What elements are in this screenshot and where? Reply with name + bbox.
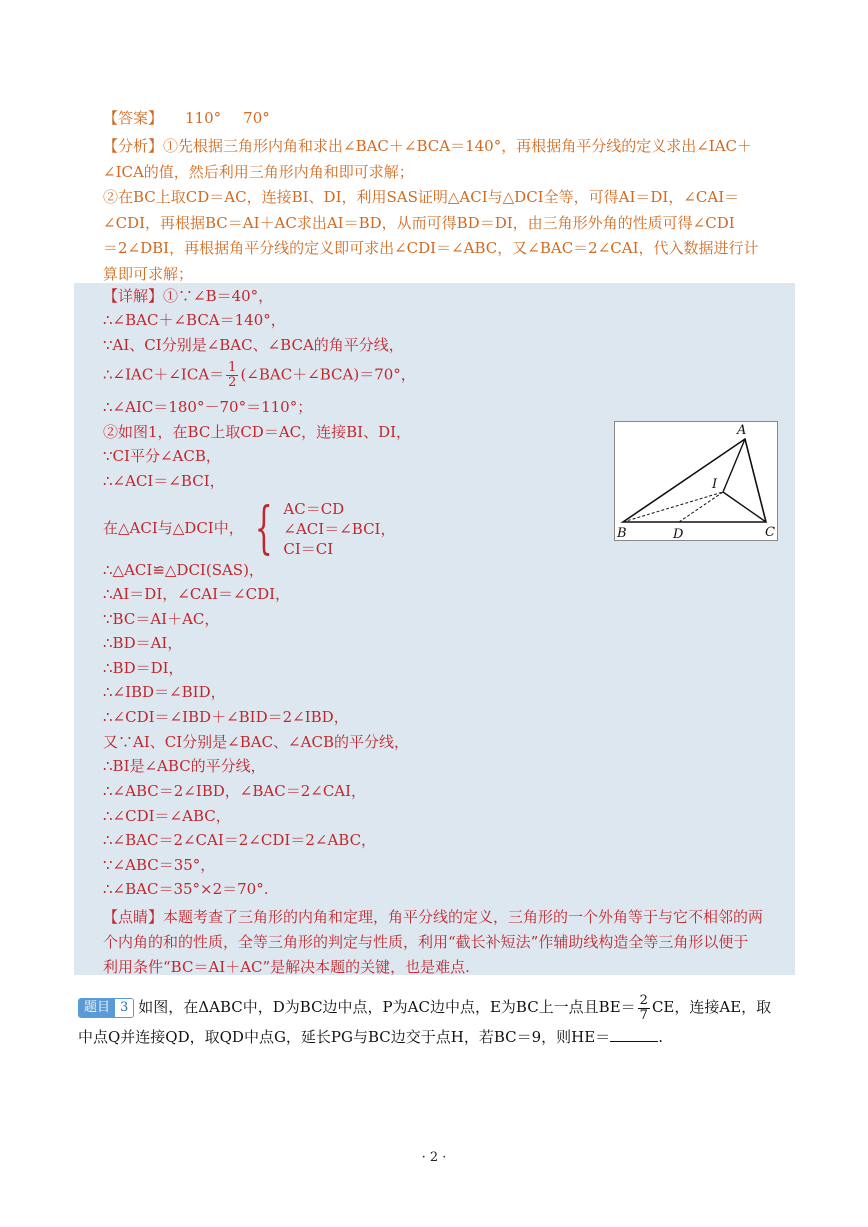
equation-system	[103, 496, 396, 561]
fraction-numerator: 1	[228, 360, 237, 375]
problem-tag-label: 题目	[79, 999, 115, 1017]
detail-line: ∴△ACI≌△DCI(SAS)，	[103, 561, 264, 579]
detail-line: ∴∠AIC＝180°－70°＝110°；	[103, 398, 313, 416]
analysis-line: 算即可求解；	[103, 264, 194, 283]
triangle-abc	[623, 439, 766, 522]
page-number: · 2 ·	[421, 1150, 447, 1165]
key-point-line: 【点睛】本题考查了三角形的内角和定理，角平分线的定义，三角形的一个外角等于与它不相邻的两	[103, 908, 764, 926]
answer-value-2: 70°	[243, 109, 270, 127]
system-prefix: 在△ACI与△DCI中，	[103, 519, 244, 537]
answer-label: 【答案】	[103, 109, 164, 127]
problem-text: CE，连接AE，取	[651, 998, 772, 1016]
problem-tag-number: 3	[115, 999, 133, 1017]
detail-line: ∵BC＝AI＋AC，	[103, 610, 220, 628]
triangle-figure	[614, 421, 778, 541]
system-eq: AC＝CD	[283, 500, 345, 518]
analysis-line: ②在BC上取CD＝AC，连接BI、DI，利用SAS证明△ACI与△DCI全等，可得AI＝DI，∠CAI＝	[103, 188, 740, 206]
fraction-numerator: 2	[639, 992, 648, 1008]
system-eq: ∠ACI＝∠BCI，	[283, 520, 396, 538]
fraction-denominator: 7	[639, 1007, 648, 1023]
problem-3	[78, 990, 793, 1054]
system-equations	[283, 499, 395, 559]
detail-line: ∴∠ACI＝∠BCI，	[103, 472, 225, 490]
detail-line: ②如图1，在BC上取CD＝AC，连接BI、DI，	[103, 423, 412, 441]
detail-line: ∴BI是∠ABC的平分线，	[103, 757, 266, 775]
detail-line: ∴∠CDI＝∠ABC，	[103, 807, 231, 825]
analysis-line: 【分析】①先根据三角形内角和求出∠BAC＋∠BCA＝140°，再根据角平分线的定义求出∠IAC＋	[103, 137, 753, 155]
point-label-d: D	[673, 527, 684, 540]
problem-tag	[78, 998, 134, 1018]
point-label-a: A	[737, 423, 747, 438]
problem-line	[78, 1020, 793, 1054]
answer-value-1: 110°	[185, 109, 222, 127]
detail-line: ∴∠BAC＝35°×2＝70°.	[103, 880, 269, 898]
answer-blank[interactable]	[610, 1027, 658, 1042]
detail-line: ∵AI、CI分别是∠BAC、∠BCA的角平分线，	[103, 336, 404, 354]
detail-line: ∴∠ABC＝2∠IBD，∠BAC＝2∠CAI，	[103, 782, 367, 800]
segment-bi	[623, 492, 723, 522]
point-label-c: C	[765, 525, 775, 540]
triangle-diagram	[615, 422, 777, 540]
fraction	[638, 994, 650, 1023]
detail-line: ∵CI平分∠ACB，	[103, 447, 221, 465]
system-eq: CI＝CI	[283, 540, 334, 558]
point-label-b: B	[617, 526, 627, 540]
detail-line: ∴∠BAC＝2∠CAI＝2∠CDI＝2∠ABC，	[103, 831, 377, 849]
problem-line	[78, 990, 793, 1024]
detail-line: 又∵AI、CI分别是∠BAC、∠ACB的平分线，	[103, 733, 409, 751]
point-label-i: I	[712, 477, 718, 492]
analysis-line: ∠ICA的值，然后利用三角形内角和即可求解；	[103, 162, 414, 181]
detail-text: (∠BAC＋∠BCA)＝70°，	[240, 365, 416, 384]
key-point-line: 利用条件“BC＝AI＋AC”是解决本题的关键，也是难点.	[103, 958, 470, 976]
detail-line: ∴∠BAC＋∠BCA＝140°，	[103, 311, 286, 329]
key-point-section	[103, 905, 793, 980]
detail-text: ∴∠IAC＋∠ICA＝	[103, 365, 225, 384]
detail-line: ∴∠CDI＝∠IBD＋∠BID＝2∠IBD，	[103, 708, 349, 726]
detail-line: ∴AI＝DI，∠CAI＝∠CDI，	[103, 585, 291, 603]
analysis-section	[103, 134, 793, 287]
brace-icon: {	[254, 496, 273, 561]
fraction-denominator: 2	[228, 375, 237, 390]
problem-text-end: .	[658, 1028, 663, 1046]
segment-di	[679, 492, 723, 522]
detail-line: ∵∠ABC＝35°，	[103, 856, 216, 874]
detail-section	[74, 283, 795, 975]
detail-line	[103, 361, 416, 390]
problem-text: 如图，在ΔABC中，D为BC边中点，P为AC边中点，E为BC上一点且BE＝	[138, 998, 636, 1016]
detail-line: 【详解】①∵∠B＝40°，	[103, 287, 274, 305]
problem-text: 中点Q并连接QD，取QD中点G，延长PG与BC边交于点H，若BC＝9，则HE＝	[78, 1028, 611, 1046]
detail-line: ∴BD＝AI，	[103, 634, 183, 652]
key-point-line: 个内角的和的性质，全等三角形的判定与性质，利用“截长补短法”作辅助线构造全等三角形以便于	[103, 933, 749, 951]
detail-line: ∴∠IBD＝∠BID，	[103, 683, 226, 701]
answer-line	[103, 107, 270, 129]
detail-line: ∴BD＝DI，	[103, 659, 184, 677]
fraction	[226, 361, 238, 390]
analysis-line: ∠CDI，再根据BC＝AI＋AC求出AI＝BD，从而可得BD＝DI，由三角形外角的性质可得∠CDI	[103, 213, 735, 232]
analysis-line: ＝2∠DBI，再根据角平分线的定义即可求出∠CDI＝∠ABC，又∠BAC＝2∠CAI，代入数据进行计	[103, 239, 759, 257]
